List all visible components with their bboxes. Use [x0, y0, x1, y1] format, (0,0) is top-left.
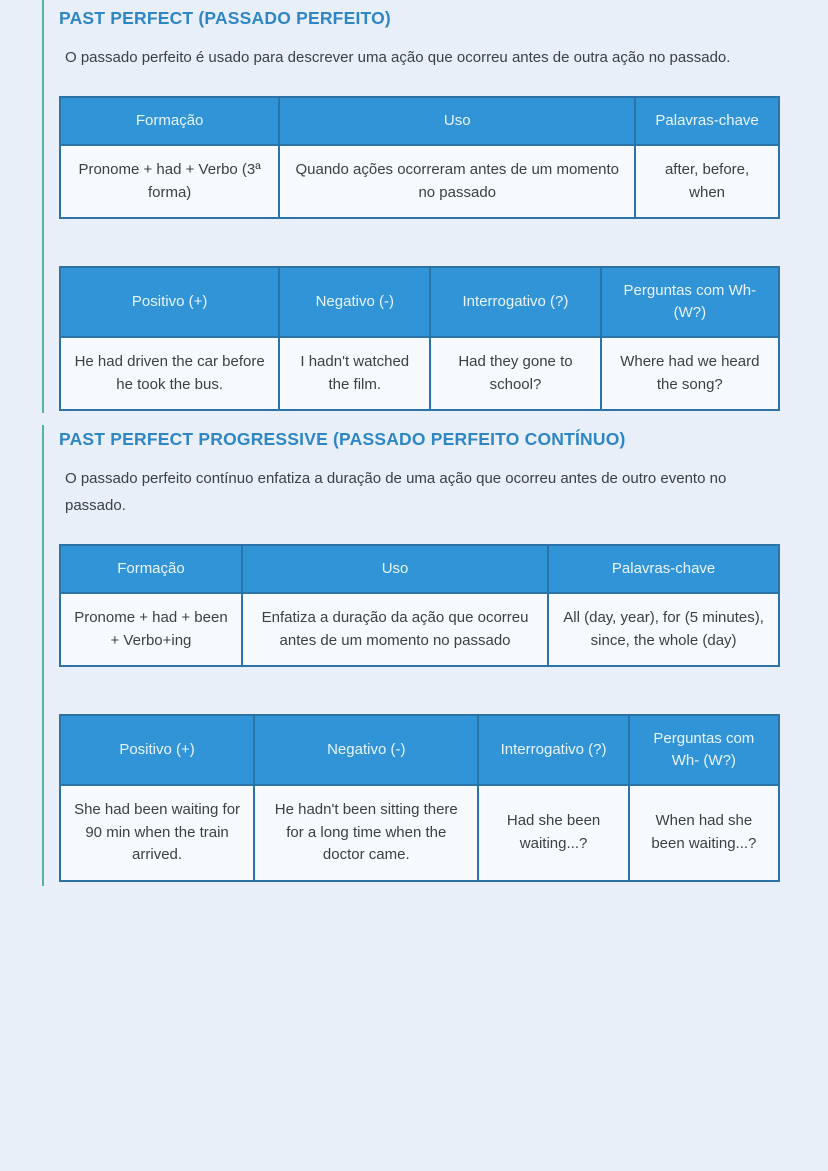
- header-formacao: Formação: [60, 545, 242, 593]
- section-past-perfect-progressive: [42, 425, 828, 886]
- header-positivo: Positivo (+): [60, 715, 254, 785]
- header-uso: Uso: [242, 545, 548, 593]
- spacer: [59, 219, 780, 241]
- progressive-examples-table: [59, 714, 780, 882]
- cell-positivo: She had been waiting for 90 min when the train arrived.: [60, 785, 254, 881]
- table-header-row: [60, 545, 779, 593]
- cell-uso: Enfatiza a duração da ação que ocorreu antes de um momento no passado: [242, 593, 548, 666]
- table-header-row: [60, 267, 779, 337]
- cell-palavras-chave: All (day, year), for (5 minutes), since, the whole (day): [548, 593, 779, 666]
- cell-formacao: Pronome + had + been + Verbo+ing: [60, 593, 242, 666]
- past-perfect-progressive-description: O passado perfeito contínuo enfatiza a duração de uma ação que ocorreu antes de outro evento no passado.: [65, 470, 727, 514]
- header-uso: Uso: [279, 97, 635, 145]
- cell-negativo: I hadn't watched the film.: [279, 337, 430, 410]
- cell-formacao: Pronome + had + Verbo (3ª forma): [60, 145, 279, 218]
- table-row: [60, 593, 779, 666]
- cell-palavras-chave: after, before, when: [635, 145, 779, 218]
- cell-perguntas-wh: Where had we heard the song?: [601, 337, 779, 410]
- past-perfect-progressive-heading: PAST PERFECT PROGRESSIVE (PASSADO PERFEITO CONTÍNUO): [59, 429, 626, 449]
- table-header-row: [60, 715, 779, 785]
- header-interrogativo: Interrogativo (?): [478, 715, 628, 785]
- header-positivo: Positivo (+): [60, 267, 279, 337]
- cell-negativo: He hadn't been sitting there for a long time when the doctor came.: [254, 785, 478, 881]
- table-row: [60, 337, 779, 410]
- table-row: [60, 785, 779, 881]
- past-perfect-formation-table: [59, 96, 780, 219]
- header-negativo: Negativo (-): [279, 267, 430, 337]
- cell-perguntas-wh: When had she been waiting...?: [629, 785, 779, 881]
- header-negativo: Negativo (-): [254, 715, 478, 785]
- section-past-perfect: [42, 0, 828, 413]
- header-formacao: Formação: [60, 97, 279, 145]
- header-perguntas-wh: Perguntas com Wh- (W?): [601, 267, 779, 337]
- table-header-row: [60, 97, 779, 145]
- cell-interrogativo: Had she been waiting...?: [478, 785, 628, 881]
- table-row: [60, 145, 779, 218]
- spacer: [59, 667, 780, 689]
- past-perfect-description: O passado perfeito é usado para descrever uma ação que ocorreu antes de outra ação no passado.: [65, 49, 731, 66]
- header-perguntas-wh: Perguntas com Wh- (W?): [629, 715, 779, 785]
- progressive-formation-table: [59, 544, 780, 667]
- header-interrogativo: Interrogativo (?): [430, 267, 600, 337]
- cell-uso: Quando ações ocorreram antes de um momento no passado: [279, 145, 635, 218]
- header-palavras-chave: Palavras-chave: [635, 97, 779, 145]
- past-perfect-heading: PAST PERFECT (PASSADO PERFEITO): [59, 8, 391, 28]
- cell-interrogativo: Had they gone to school?: [430, 337, 600, 410]
- past-perfect-examples-table: [59, 266, 780, 411]
- header-palavras-chave: Palavras-chave: [548, 545, 779, 593]
- cell-positivo: He had driven the car before he took the bus.: [60, 337, 279, 410]
